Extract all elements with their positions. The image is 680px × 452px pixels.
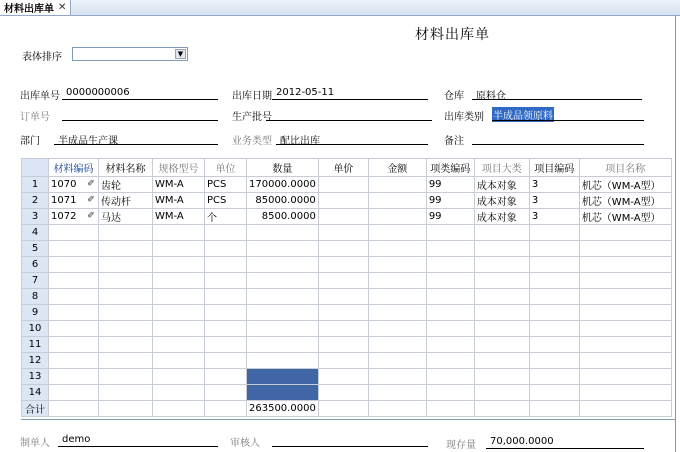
empty-cell[interactable]	[205, 225, 247, 241]
cell-amount[interactable]	[368, 209, 426, 225]
empty-cell[interactable]	[318, 385, 368, 401]
table-row[interactable]	[22, 385, 672, 401]
table-row[interactable]	[22, 273, 672, 289]
warehouse-label: 仓库	[444, 91, 464, 102]
row-number: 10	[22, 321, 49, 337]
table-row[interactable]	[22, 289, 672, 305]
stock-underline	[486, 448, 644, 449]
empty-cell[interactable]	[368, 225, 426, 241]
row-number: 4	[22, 225, 49, 241]
cell-unit-price[interactable]	[318, 193, 368, 209]
empty-cell[interactable]	[529, 305, 579, 321]
empty-cell[interactable]	[529, 289, 579, 305]
empty-cell[interactable]	[529, 241, 579, 257]
sort-select[interactable]	[72, 47, 188, 61]
empty-cell[interactable]	[49, 289, 99, 305]
empty-cell[interactable]	[49, 241, 99, 257]
empty-cell[interactable]	[579, 273, 671, 289]
table-row[interactable]	[22, 241, 672, 257]
col-material-code[interactable]: 材料编码	[49, 159, 99, 177]
empty-cell[interactable]	[153, 225, 205, 241]
cell-amount[interactable]	[368, 193, 426, 209]
dept-label: 部门	[20, 136, 40, 147]
empty-cell[interactable]	[99, 337, 153, 353]
total-cell	[426, 401, 474, 417]
biztype-label: 业务类型	[232, 136, 272, 147]
cell-project-name[interactable]: 机芯（WM-A型）	[579, 209, 671, 225]
empty-cell[interactable]	[205, 305, 247, 321]
cell-material-name[interactable]: 马达	[99, 209, 153, 225]
empty-cell[interactable]	[368, 257, 426, 273]
empty-cell[interactable]	[474, 337, 529, 353]
empty-cell[interactable]	[368, 241, 426, 257]
empty-cell[interactable]	[153, 273, 205, 289]
cell-spec[interactable]: WM-A	[153, 177, 205, 193]
paperclip-icon[interactable]: ✐	[87, 179, 95, 189]
batch-underline	[266, 120, 432, 121]
cell-unit[interactable]: 个	[205, 209, 247, 225]
empty-cell[interactable]	[153, 369, 205, 385]
empty-cell[interactable]	[368, 273, 426, 289]
cell-quantity[interactable]: 85000.0000	[247, 193, 319, 209]
table-header-row	[22, 159, 672, 177]
empty-cell[interactable]	[99, 305, 153, 321]
date-field[interactable]: 2012-05-11	[276, 87, 335, 98]
empty-cell[interactable]	[474, 273, 529, 289]
table-row[interactable]	[22, 369, 672, 385]
empty-cell[interactable]	[474, 369, 529, 385]
cell-project-category[interactable]: 成本对象	[474, 193, 529, 209]
empty-cell[interactable]	[529, 337, 579, 353]
empty-cell[interactable]	[474, 353, 529, 369]
cell-spec[interactable]: WM-A	[153, 209, 205, 225]
doc-no-label: 出库单号	[20, 91, 60, 102]
empty-cell[interactable]	[247, 385, 319, 401]
empty-cell[interactable]	[579, 257, 671, 273]
empty-cell[interactable]	[205, 241, 247, 257]
dept-field[interactable]: 半成品生产课	[58, 136, 118, 147]
empty-cell[interactable]	[579, 305, 671, 321]
cell-class-code[interactable]: 99	[426, 193, 474, 209]
empty-cell[interactable]	[99, 289, 153, 305]
remark-underline	[472, 144, 644, 145]
empty-cell[interactable]	[205, 385, 247, 401]
order-label: 订单号	[20, 112, 50, 123]
empty-cell[interactable]	[579, 369, 671, 385]
order-underline	[62, 120, 218, 121]
empty-cell[interactable]	[368, 337, 426, 353]
batch-label: 生产批号	[232, 112, 272, 123]
empty-cell[interactable]	[368, 289, 426, 305]
category-field[interactable]: 半成品领原料	[492, 107, 554, 122]
col-material-name[interactable]: 材料名称	[99, 159, 153, 177]
col-class-code[interactable]: 项类编码	[426, 159, 474, 177]
table-row[interactable]	[22, 321, 672, 337]
empty-cell[interactable]	[318, 337, 368, 353]
empty-cell[interactable]	[474, 305, 529, 321]
table-row[interactable]	[22, 337, 672, 353]
tab-label: 材料出库单	[4, 4, 54, 15]
table-row[interactable]	[22, 209, 672, 225]
empty-cell[interactable]	[368, 321, 426, 337]
empty-cell[interactable]	[205, 257, 247, 273]
dept-underline	[54, 144, 218, 145]
empty-cell[interactable]	[529, 353, 579, 369]
remark-label: 备注	[444, 136, 464, 147]
total-cell	[205, 401, 247, 417]
cell-material-code[interactable]	[49, 177, 99, 193]
maker-underline	[58, 446, 218, 447]
empty-cell[interactable]	[318, 305, 368, 321]
cell-unit-price[interactable]	[318, 177, 368, 193]
empty-cell[interactable]	[426, 289, 474, 305]
empty-cell[interactable]	[153, 305, 205, 321]
cell-project-name[interactable]: 机芯（WM-A型）	[579, 177, 671, 193]
cell-project-name[interactable]: 机芯（WM-A型）	[579, 193, 671, 209]
cell-unit-price[interactable]	[318, 209, 368, 225]
col-quantity[interactable]: 数量	[247, 159, 319, 177]
empty-cell[interactable]	[529, 369, 579, 385]
total-cell	[368, 401, 426, 417]
empty-cell[interactable]	[426, 337, 474, 353]
empty-cell[interactable]	[99, 257, 153, 273]
empty-cell[interactable]	[247, 257, 319, 273]
cell-material-name[interactable]: 齿轮	[99, 177, 153, 193]
row-number: 11	[22, 337, 49, 353]
empty-cell[interactable]	[474, 241, 529, 257]
empty-cell[interactable]	[474, 225, 529, 241]
row-number: 13	[22, 369, 49, 385]
empty-cell[interactable]	[474, 257, 529, 273]
empty-cell[interactable]	[529, 225, 579, 241]
empty-cell[interactable]	[318, 225, 368, 241]
close-icon[interactable]: ✕	[58, 2, 67, 13]
stock-value: 70,000.0000	[490, 436, 554, 447]
empty-cell[interactable]	[318, 289, 368, 305]
tab-bar	[0, 0, 680, 16]
total-row	[22, 401, 672, 417]
total-cell	[579, 401, 671, 417]
empty-cell[interactable]	[474, 321, 529, 337]
date-underline	[272, 99, 428, 100]
col-amount[interactable]: 金额	[368, 159, 426, 177]
empty-cell[interactable]	[426, 241, 474, 257]
material-code-text: 1070	[51, 179, 77, 190]
empty-cell[interactable]	[247, 273, 319, 289]
empty-cell[interactable]	[49, 273, 99, 289]
cell-quantity[interactable]: 170000.0000	[247, 177, 319, 193]
empty-cell[interactable]	[49, 321, 99, 337]
row-number: 1	[22, 177, 49, 193]
empty-cell[interactable]	[205, 369, 247, 385]
empty-cell[interactable]	[247, 337, 319, 353]
sort-label: 表体排序	[22, 52, 62, 63]
empty-cell[interactable]	[247, 321, 319, 337]
material-code-text: 1072	[51, 211, 77, 222]
empty-cell[interactable]	[318, 353, 368, 369]
empty-cell[interactable]	[205, 273, 247, 289]
empty-cell[interactable]	[205, 337, 247, 353]
empty-cell[interactable]	[529, 385, 579, 401]
cell-material-name[interactable]: 传动杆	[99, 193, 153, 209]
cell-project-category[interactable]: 成本对象	[474, 177, 529, 193]
cell-project-code[interactable]: 3	[529, 193, 579, 209]
doc-no-field[interactable]: 0000000006	[66, 87, 130, 98]
empty-cell[interactable]	[368, 369, 426, 385]
empty-cell[interactable]	[529, 257, 579, 273]
empty-cell[interactable]	[99, 241, 153, 257]
empty-cell[interactable]	[153, 289, 205, 305]
empty-cell[interactable]	[153, 241, 205, 257]
cell-project-code[interactable]: 3	[529, 177, 579, 193]
col-spec[interactable]: 规格型号	[153, 159, 205, 177]
cell-spec[interactable]: WM-A	[153, 193, 205, 209]
row-number: 8	[22, 289, 49, 305]
empty-cell[interactable]	[426, 369, 474, 385]
empty-cell[interactable]	[368, 385, 426, 401]
empty-cell[interactable]	[579, 353, 671, 369]
table-row[interactable]	[22, 193, 672, 209]
col-unit[interactable]: 单位	[205, 159, 247, 177]
paperclip-icon[interactable]: ✐	[87, 195, 95, 205]
empty-cell[interactable]	[49, 257, 99, 273]
empty-cell[interactable]	[49, 225, 99, 241]
row-number: 3	[22, 209, 49, 225]
cell-unit[interactable]: PCS	[205, 193, 247, 209]
empty-cell[interactable]	[426, 225, 474, 241]
empty-cell[interactable]	[99, 225, 153, 241]
materials-table	[21, 158, 672, 417]
empty-cell[interactable]	[153, 257, 205, 273]
empty-cell[interactable]	[318, 369, 368, 385]
tab-material-outbound[interactable]	[0, 0, 71, 15]
cell-amount[interactable]	[368, 177, 426, 193]
total-cell	[529, 401, 579, 417]
empty-cell[interactable]	[153, 337, 205, 353]
stock-label: 现存量	[446, 440, 476, 451]
empty-cell[interactable]	[49, 369, 99, 385]
empty-cell[interactable]	[49, 385, 99, 401]
biztype-underline	[276, 144, 428, 145]
total-cell	[99, 401, 153, 417]
empty-cell[interactable]	[153, 385, 205, 401]
empty-cell[interactable]	[247, 241, 319, 257]
maker-field[interactable]: demo	[62, 434, 91, 445]
empty-cell[interactable]	[426, 385, 474, 401]
row-number-header	[22, 159, 49, 177]
empty-cell[interactable]	[99, 385, 153, 401]
empty-cell[interactable]	[579, 225, 671, 241]
empty-cell[interactable]	[318, 257, 368, 273]
col-project-category[interactable]: 项目大类	[474, 159, 529, 177]
row-number: 14	[22, 385, 49, 401]
table-row[interactable]	[22, 257, 672, 273]
empty-cell[interactable]	[99, 273, 153, 289]
warehouse-underline	[472, 99, 642, 100]
empty-cell[interactable]	[49, 337, 99, 353]
empty-cell[interactable]	[247, 305, 319, 321]
empty-cell[interactable]	[318, 273, 368, 289]
empty-cell[interactable]	[426, 353, 474, 369]
empty-cell[interactable]	[368, 353, 426, 369]
empty-cell[interactable]	[247, 289, 319, 305]
material-code-text: 1071	[51, 195, 77, 206]
empty-cell[interactable]	[474, 289, 529, 305]
empty-cell[interactable]	[247, 369, 319, 385]
empty-cell[interactable]	[474, 385, 529, 401]
total-cell	[474, 401, 529, 417]
empty-cell[interactable]	[99, 353, 153, 369]
doc-no-underline	[62, 99, 218, 100]
paperclip-icon[interactable]: ✐	[87, 211, 95, 221]
grid-bottom-border	[21, 419, 675, 420]
cell-material-code[interactable]	[49, 209, 99, 225]
row-number: 5	[22, 241, 49, 257]
cell-class-code[interactable]: 99	[426, 177, 474, 193]
cell-project-category[interactable]: 成本对象	[474, 209, 529, 225]
row-number: 2	[22, 193, 49, 209]
empty-cell[interactable]	[426, 305, 474, 321]
total-cell	[49, 401, 99, 417]
empty-cell[interactable]	[579, 385, 671, 401]
empty-cell[interactable]	[205, 321, 247, 337]
empty-cell[interactable]	[579, 289, 671, 305]
empty-cell[interactable]	[368, 305, 426, 321]
total-cell	[318, 401, 368, 417]
empty-cell[interactable]	[426, 273, 474, 289]
category-underline	[492, 120, 644, 121]
category-label: 出库类别	[444, 112, 484, 123]
biztype-field[interactable]: 配比出库	[280, 136, 320, 147]
auditor-label: 审核人	[230, 438, 260, 449]
total-label: 合计	[22, 401, 49, 417]
auditor-underline	[272, 446, 428, 447]
empty-cell[interactable]	[153, 321, 205, 337]
row-number: 12	[22, 353, 49, 369]
empty-cell[interactable]	[247, 353, 319, 369]
empty-cell[interactable]	[529, 321, 579, 337]
date-label: 出库日期	[232, 91, 272, 102]
chevron-down-icon[interactable]: ▼	[175, 49, 186, 59]
col-unit-price[interactable]: 单价	[318, 159, 368, 177]
empty-cell[interactable]	[579, 337, 671, 353]
empty-cell[interactable]	[579, 321, 671, 337]
empty-cell[interactable]	[99, 369, 153, 385]
warehouse-field[interactable]: 原料仓	[476, 91, 506, 102]
cell-unit[interactable]: PCS	[205, 177, 247, 193]
empty-cell[interactable]	[153, 353, 205, 369]
empty-cell[interactable]	[318, 321, 368, 337]
table-row[interactable]	[22, 225, 672, 241]
empty-cell[interactable]	[205, 289, 247, 305]
empty-cell[interactable]	[99, 321, 153, 337]
col-project-name[interactable]: 项目名称	[579, 159, 671, 177]
table-row[interactable]	[22, 177, 672, 193]
cell-class-code[interactable]: 99	[426, 209, 474, 225]
empty-cell[interactable]	[205, 353, 247, 369]
empty-cell[interactable]	[426, 257, 474, 273]
cell-material-code[interactable]	[49, 193, 99, 209]
empty-cell[interactable]	[426, 321, 474, 337]
page-title: 材料出库单	[415, 27, 490, 43]
col-project-code[interactable]: 项目编码	[529, 159, 579, 177]
empty-cell[interactable]	[579, 241, 671, 257]
total-cell	[153, 401, 205, 417]
empty-cell[interactable]	[247, 225, 319, 241]
row-number: 9	[22, 305, 49, 321]
total-quantity: 263500.0000	[247, 401, 319, 417]
maker-label: 制单人	[20, 438, 50, 449]
empty-cell[interactable]	[49, 305, 99, 321]
cell-project-code[interactable]: 3	[529, 209, 579, 225]
row-number: 7	[22, 273, 49, 289]
table-row[interactable]	[22, 353, 672, 369]
table-row[interactable]	[22, 305, 672, 321]
empty-cell[interactable]	[529, 273, 579, 289]
cell-quantity[interactable]: 8500.0000	[247, 209, 319, 225]
row-number: 6	[22, 257, 49, 273]
empty-cell[interactable]	[318, 241, 368, 257]
empty-cell[interactable]	[49, 353, 99, 369]
